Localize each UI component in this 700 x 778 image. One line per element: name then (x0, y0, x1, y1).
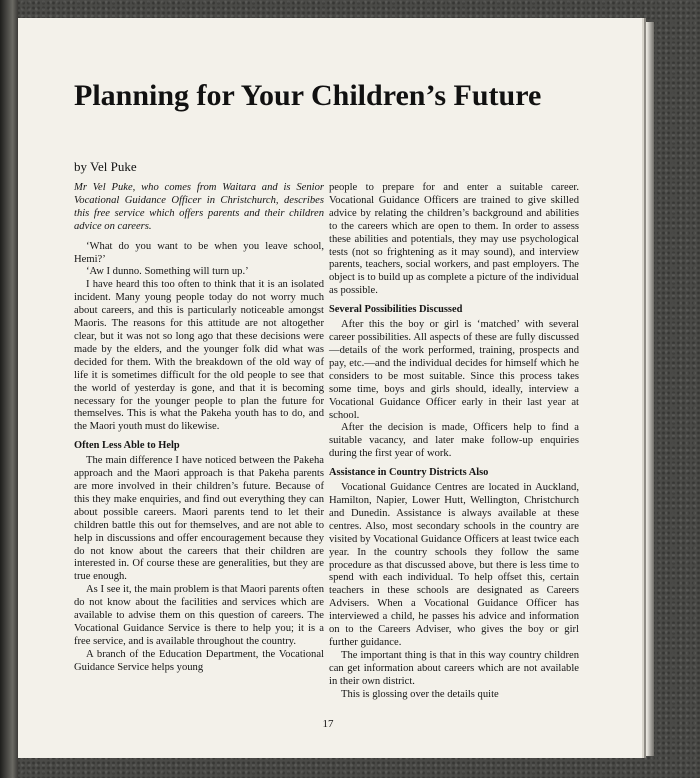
intro-paragraph: Mr Vel Puke, who comes from Waitara and is Senior Vocational Guidance Officer in Christchurch, describes this free service which offers parents and their children advice on careers. (74, 182, 324, 232)
left-column (74, 182, 324, 675)
paragraph: Vocational Guidance Centres are located in Auckland, Hamilton, Napier, Lower Hutt, Wellington, Christchurch and Dunedin. Assistance is always available at these centres. Also, most secondary schools in the country are visited by Vocational Guidance Officers at least twice each year. In the country schools they follow the same procedure as that discussed above, but there is less time to spend with each individual. To help offset this, certain teachers in these schools are designated as Careers Advisers. When a Vocational Guidance Officer has interviewed a child, he passes his advice and information on to the Careers Adviser, who gives the boy or girl further guidance. (329, 482, 579, 648)
paragraph: The main difference I have noticed between the Pakeha approach and the Maori approach is that Pakeha parents are more involved in their children’s future. Because of this they make enquiries, and find out everything they can about possible careers. Maori parents tend to let their children battle this out for themselves, and are not able to help in discussions and offer encouragement because they do not know about the careers that their children are interested in. Of course these are generalities, but they are true enough. (74, 455, 324, 583)
paragraph: ‘Aw I dunno. Something will turn up.’ (86, 266, 249, 278)
left-page-edge (0, 0, 18, 778)
paragraph: After this the boy or girl is ‘matched’ with several career possibilities. All aspects of these are fully discussed—details of the work performed, training, prospects and pay, etc.—and the individual decides for himself which he considers to be most suitable. Since this process takes some time, boys and girls should, ideally, interview a Vocational Guidance Officer early in their last year at school. (329, 319, 579, 421)
magazine-page (18, 18, 642, 758)
paragraph: The important thing is that in this way country children can get information about careers which are not available in their own district. (329, 649, 579, 687)
section-heading: Several Possibilities Discussed (329, 304, 463, 316)
section-heading: Often Less Able to Help (74, 440, 180, 452)
paragraph: This is glossing over the details quite (341, 688, 499, 700)
article-title: Planning for Your Children’s Future (74, 79, 542, 112)
paragraph: As I see it, the main problem is that Maori parents often do not know about the facilities and services which are available to advise them on this question of careers. The Vocational Guidance Service is there to help you; it is a free service, and is available throughout the country. (74, 584, 324, 647)
paragraph: After the decision is made, Officers help to find a suitable vacancy, and later make follow-up enquiries during the first year of work. (329, 422, 579, 460)
page-number: 17 (322, 718, 334, 730)
paragraph: I have heard this too often to think that it is an isolated incident. Many young people today do not worry much about careers, and this is particularly noticeable amongst Maoris. The reasons for this attitude are not altogether clear, but it was not so long ago that these decisions were made by the elders, and the younger folk did what was decided for them. With the breakdown of the old way of life it is sometimes difficult for the old people to see that the world of yesterday is gone, and that it is becoming necessary for the younger people to plan the future for themselves. This is what the Pakeha youth has to do, and the Maori youth must do likewise. (74, 279, 324, 433)
paragraph: A branch of the Education Department, the Vocational Guidance Service helps young (74, 648, 324, 673)
paragraph: ‘What do you want to be when you leave school, Hemi?’ (74, 240, 324, 265)
paragraph: people to prepare for and enter a suitable career. Vocational Guidance Officers are trained to give skilled advice by relating the children’s background and abilities to the careers which are open to them. In order to assess these abilities and potentials, they may use psychological tests (not so frightening as it may sound), and interview parents, teachers, social workers, and past employers. The object is to build up as complete a picture of the individual as possible. (329, 182, 579, 297)
section-heading: Assistance in Country Districts Also (329, 467, 489, 479)
page-edge-strip (642, 22, 654, 756)
article-byline: by Vel Puke (74, 159, 137, 174)
right-column (329, 182, 579, 702)
